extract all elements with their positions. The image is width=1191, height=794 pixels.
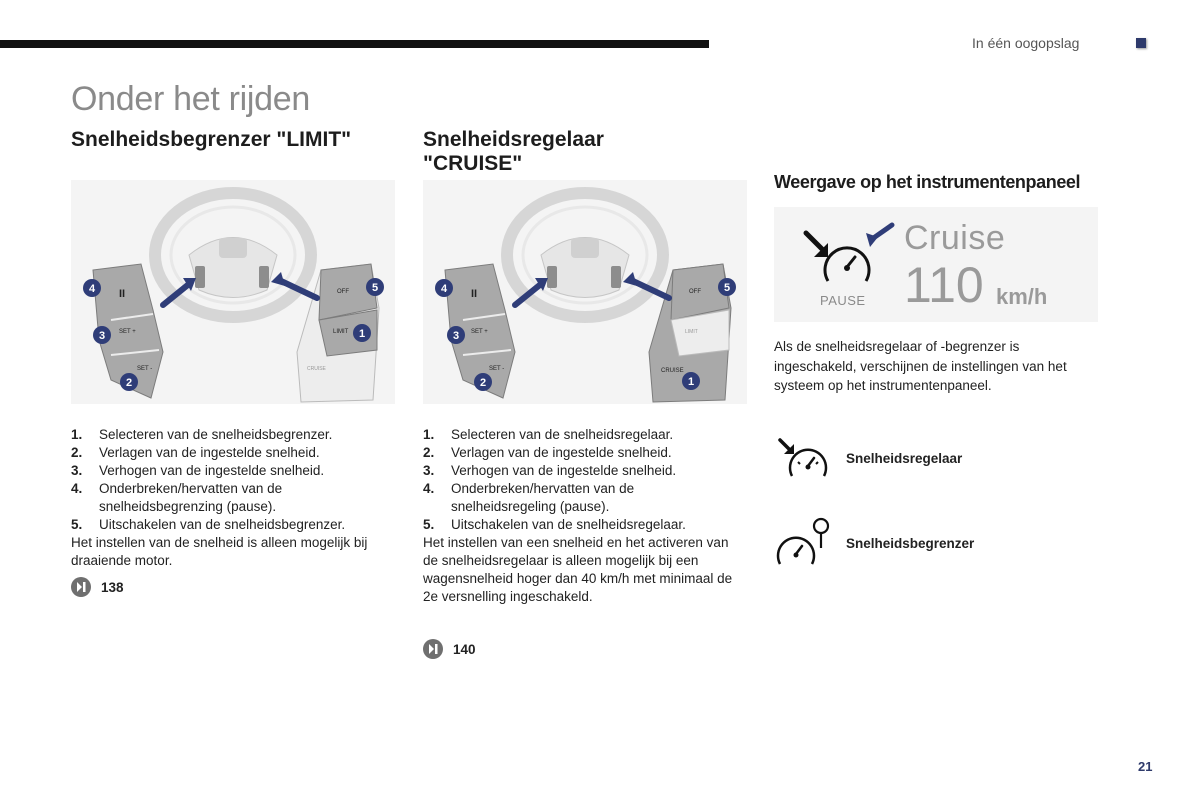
- instrument-panel-display: [774, 207, 1098, 322]
- limit-note: Het instellen van de snelheid is alleen mogelijk bij draaiende motor.: [71, 535, 368, 568]
- page-reference-icon: [71, 577, 91, 597]
- list-item: 5. Uitschakelen van de snelheidsregelaar.: [423, 517, 686, 532]
- list-item: 2. Verlagen van de ingestelde snelheid.: [71, 445, 320, 460]
- svg-text:II: II: [119, 288, 126, 300]
- limit-page-reference[interactable]: [71, 577, 124, 597]
- svg-text:5: 5: [371, 282, 379, 294]
- limit-steering-wheel-illustration: [71, 180, 395, 404]
- svg-text:2: 2: [125, 377, 133, 389]
- cruise-page-number: 140: [453, 641, 476, 657]
- page-number: 21: [1138, 759, 1153, 774]
- list-item: 3. Verhogen van de ingestelde snelheid.: [423, 463, 677, 478]
- svg-text:4: 4: [440, 283, 448, 295]
- callout-2: [474, 373, 492, 391]
- callout-4: [435, 279, 453, 297]
- svg-text:1: 1: [358, 328, 366, 340]
- list-item: 4. Onderbreken/hervatten van de snelheidsregeling (pause).: [423, 481, 635, 514]
- cruise-label: CRUISE: [661, 368, 684, 374]
- limit-label: LIMIT: [685, 329, 698, 335]
- cruise-control-icon: [778, 436, 828, 482]
- svg-text:3: 3: [98, 330, 106, 342]
- svg-text:II: II: [471, 288, 478, 300]
- speed-limiter-label: Snelheidsbegrenzer: [846, 536, 975, 551]
- callout-5: [718, 278, 736, 296]
- svg-text:1: 1: [687, 376, 695, 388]
- set-minus-label: SET -: [489, 366, 505, 372]
- limit-label: LIMIT: [333, 329, 349, 335]
- dashboard-heading: Weergave op het instrumentenpaneel: [774, 172, 1081, 192]
- list-item: 5. Uitschakelen van de snelheidsbegrenzer.: [71, 517, 346, 532]
- cruise-note: Het instellen van een snelheid en het activeren van de snelheidsregelaar is alleen mogelijk bij een wagensnelheid hoger dan 40 km/h met minimaal de 2e versnelling ingeschakeld.: [423, 535, 733, 604]
- set-plus-label: SET +: [471, 329, 488, 335]
- cruise-mode-label: Cruise: [904, 219, 1006, 257]
- header-rule: [0, 40, 709, 48]
- page-reference-icon: [423, 639, 443, 659]
- page-title: Onder het rijden: [71, 80, 311, 118]
- callout-3: [447, 326, 465, 344]
- off-label: OFF: [689, 289, 701, 295]
- list-item: 3. Verhogen van de ingestelde snelheid.: [71, 463, 325, 478]
- set-plus-label: SET +: [119, 329, 136, 335]
- set-minus-label: SET -: [137, 366, 153, 372]
- callout-5: [366, 278, 384, 296]
- speed-unit: km/h: [996, 284, 1048, 309]
- svg-text:3: 3: [452, 330, 460, 342]
- cruise-heading: Snelheidsregelaar "CRUISE": [423, 128, 604, 175]
- cruise-control-label: Snelheidsregelaar: [846, 451, 963, 466]
- callout-2: [120, 373, 138, 391]
- dashboard-description: Als de snelheidsregelaar of -begrenzer is ingeschakeld, verschijnen de instellingen van het systeem op het instrumentenpaneel.: [774, 339, 1067, 393]
- section-marker: [1136, 38, 1146, 48]
- cruise-label: CRUISE: [307, 366, 326, 372]
- svg-text:2: 2: [479, 377, 487, 389]
- list-item: 2. Verlagen van de ingestelde snelheid.: [423, 445, 672, 460]
- list-item: 4. Onderbreken/hervatten van de snelheidsbegrenzing (pause).: [71, 481, 283, 514]
- speed-limiter-icon: [776, 516, 832, 570]
- svg-text:5: 5: [723, 282, 731, 294]
- section-title: In één oogopslag: [972, 35, 1080, 51]
- limit-heading: Snelheidsbegrenzer "LIMIT": [71, 128, 352, 151]
- pause-indicator: PAUSE: [820, 293, 866, 308]
- list-item: 1. Selecteren van de snelheidsregelaar.: [423, 427, 674, 442]
- callout-4: [83, 279, 101, 297]
- cruise-page-reference[interactable]: [423, 639, 476, 659]
- list-item: 1. Selecteren van de snelheidsbegrenzer.: [71, 427, 333, 442]
- off-label: OFF: [337, 289, 349, 295]
- svg-text:4: 4: [88, 283, 96, 295]
- callout-3: [93, 326, 111, 344]
- limit-instructions: [71, 426, 401, 534]
- callout-1: [682, 372, 700, 390]
- limit-page-number: 138: [101, 579, 124, 595]
- cruise-instructions: [423, 426, 753, 534]
- callout-1: [353, 324, 371, 342]
- set-speed-value: 110: [904, 257, 984, 313]
- cruise-steering-wheel-illustration: [423, 180, 747, 404]
